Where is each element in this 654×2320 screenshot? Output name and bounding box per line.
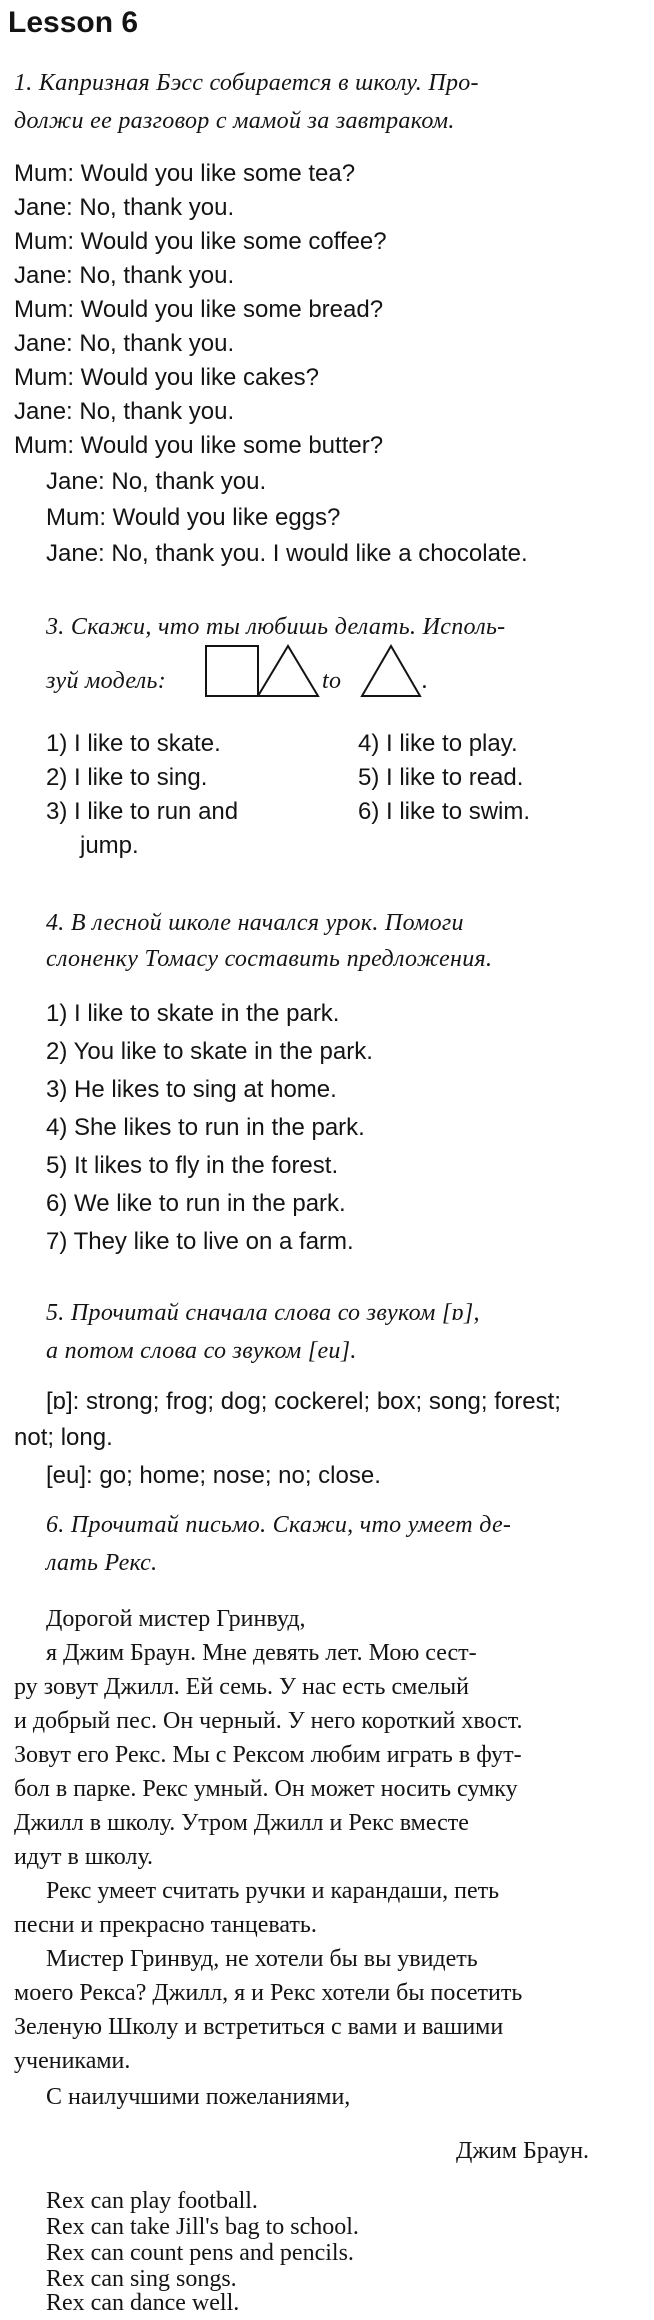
letter-line: Зеленую Школу и встретиться с вами и вашими bbox=[14, 2014, 504, 2040]
letter-line: бол в парке. Рекс умный. Он может носить сумку bbox=[14, 1776, 518, 1802]
task5-heading-line2: а потом слова со звуком [eu]. bbox=[46, 1338, 357, 1364]
letter-line: я Джим Браун. Мне девять лет. Мою сест- bbox=[46, 1640, 477, 1666]
letter-line: и добрый пес. Он черный. У него короткий хвост. bbox=[14, 1708, 523, 1734]
task3-heading-line1: 3. Скажи, что ты любишь делать. Исполь- bbox=[46, 614, 506, 640]
sound-words-line: not; long. bbox=[14, 1424, 113, 1451]
triangle-shape bbox=[258, 646, 318, 696]
rex-answer-line: Rex can sing songs. bbox=[46, 2266, 237, 2292]
dialogue-line: Jane: No, thank you. bbox=[14, 330, 235, 357]
dialogue-line: Jane: No, thank you. I would like a chocolate. bbox=[46, 540, 528, 567]
sentence-model-diagram bbox=[200, 642, 430, 702]
rex-answer-line: Rex can dance well. bbox=[46, 2290, 240, 2316]
sound-words-line: [eu]: go; home; nose; no; close. bbox=[46, 1462, 381, 1489]
rex-answer-line: Rex can count pens and pencils. bbox=[46, 2240, 354, 2266]
dialogue-line: Mum: Would you like some tea? bbox=[14, 160, 356, 187]
dialogue-line: Mum: Would you like cakes? bbox=[14, 364, 320, 391]
rex-answer-line: Rex can take Jill's bag to school. bbox=[46, 2214, 359, 2240]
answer-item: 3) I like to run and bbox=[46, 798, 239, 825]
dialogue-line: Jane: No, thank you. bbox=[14, 398, 235, 425]
answer-item: 6) I like to swim. bbox=[358, 798, 531, 825]
letter-line: идут в школу. bbox=[14, 1844, 154, 1870]
letter-line: песни и прекрасно танцевать. bbox=[14, 1912, 317, 1938]
letter-line: С наилучшими пожеланиями, bbox=[46, 2084, 351, 2110]
letter-line: Джилл в школу. Утром Джилл и Рекс вместе bbox=[14, 1810, 469, 1836]
rex-answer-line: Rex can play football. bbox=[46, 2188, 258, 2214]
letter-line: Рекс умеет считать ручки и карандаши, петь bbox=[46, 1878, 500, 1904]
task5-heading-line1: 5. Прочитай сначала слова со звуком [ɒ], bbox=[46, 1300, 480, 1326]
sentence-item: 3) He likes to sing at home. bbox=[46, 1076, 337, 1103]
model-end-dot: . bbox=[422, 668, 429, 694]
dialogue-line: Jane: No, thank you. bbox=[14, 194, 235, 221]
sentence-item: 1) I like to skate in the park. bbox=[46, 1000, 340, 1027]
letter-line: Дорогой мистер Гринвуд, bbox=[46, 1606, 306, 1632]
dialogue-line: Jane: No, thank you. bbox=[46, 468, 267, 495]
letter-line: ру зовут Джилл. Ей семь. У нас есть смелый bbox=[14, 1674, 469, 1700]
answer-item: 2) I like to sing. bbox=[46, 764, 208, 791]
dialogue-line: Mum: Would you like some bread? bbox=[14, 296, 384, 323]
task6-heading-line1: 6. Прочитай письмо. Скажи, что умеет де- bbox=[46, 1512, 512, 1538]
sentence-item: 6) We like to run in the park. bbox=[46, 1190, 346, 1217]
lesson-title: Lesson 6 bbox=[8, 6, 139, 39]
sentence-item: 5) It likes to fly in the forest. bbox=[46, 1152, 339, 1179]
task1-heading-line2: должи ее разговор с мамой за завтраком. bbox=[14, 108, 455, 134]
sound-words-line: [ɒ]: strong; frog; dog; cockerel; box; song; forest; bbox=[46, 1388, 561, 1415]
letter-line: моего Рекса? Джилл, я и Рекс хотели бы посетить bbox=[14, 1980, 523, 2006]
sentence-item: 4) She likes to run in the park. bbox=[46, 1114, 365, 1141]
task1-heading-line1: 1. Капризная Бэсс собирается в школу. Про- bbox=[14, 70, 479, 96]
letter-line: учениками. bbox=[14, 2048, 131, 2074]
dialogue-line: Mum: Would you like some butter? bbox=[14, 432, 384, 459]
dialogue-line: Jane: No, thank you. bbox=[14, 262, 235, 289]
task4-heading-line1: 4. В лесной школе начался урок. Помоги bbox=[46, 910, 464, 936]
answer-item-continued: jump. bbox=[80, 832, 139, 859]
model-to-word: to bbox=[322, 668, 342, 694]
letter-signature: Джим Браун. bbox=[456, 2138, 590, 2164]
sentence-item: 7) They like to live on a farm. bbox=[46, 1228, 354, 1255]
letter-line: Зовут его Рекс. Мы с Рексом любим играть в фут- bbox=[14, 1742, 522, 1768]
task4-heading-line2: слоненку Томасу составить предложения. bbox=[46, 946, 493, 972]
task6-heading-line2: лать Рекс. bbox=[46, 1550, 158, 1576]
dialogue-line: Mum: Would you like eggs? bbox=[46, 504, 341, 531]
sentence-item: 2) You like to skate in the park. bbox=[46, 1038, 373, 1065]
letter-line: Мистер Гринвуд, не хотели бы вы увидеть bbox=[46, 1946, 478, 1972]
dialogue-line: Mum: Would you like some coffee? bbox=[14, 228, 387, 255]
square-shape bbox=[206, 646, 258, 696]
task3-heading-line2: зуй модель: bbox=[46, 668, 167, 694]
answer-item: 5) I like to read. bbox=[358, 764, 524, 791]
triangle-shape bbox=[362, 646, 420, 696]
answer-item: 4) I like to play. bbox=[358, 730, 518, 757]
answer-item: 1) I like to skate. bbox=[46, 730, 221, 757]
